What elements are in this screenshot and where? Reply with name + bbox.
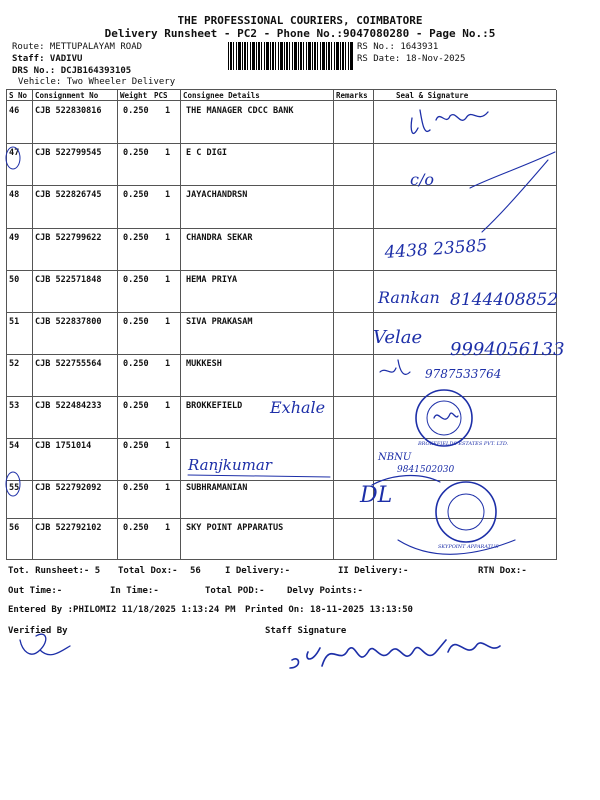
- row-consignee: BROKKEFIELD: [186, 401, 243, 411]
- row-pcs: 1: [165, 401, 171, 411]
- note-row54-right: NBNU: [378, 452, 412, 463]
- row-consignment-no: CJB 522792092: [35, 483, 102, 493]
- staff-signature: [290, 640, 500, 668]
- row-sno: 54: [9, 441, 20, 451]
- note-row53: Exhale: [270, 398, 326, 417]
- row-consignment-no: CJB 522837800: [35, 317, 102, 327]
- row-sno: 55: [9, 483, 20, 493]
- drs-label: DRS No.: DCJB164393105: [12, 66, 132, 76]
- delvy-points-label: Delvy Points:-: [287, 586, 363, 596]
- row-weight: 0.250: [123, 106, 149, 116]
- row-weight: 0.250: [123, 359, 149, 369]
- total-pod-label: Total POD:-: [205, 586, 265, 596]
- note-row47: c/o: [410, 170, 434, 189]
- long-stroke-row47: [470, 152, 555, 232]
- total-dox-value: 56: [190, 566, 201, 576]
- circle-row47: [6, 147, 20, 169]
- col-header-weight: Weight: [120, 91, 148, 100]
- name-row51: Velae: [373, 327, 423, 348]
- stamp-skypoint: [436, 482, 496, 542]
- stamp2-text: SKYPOINT APPARATUS: [438, 544, 499, 550]
- col-header-consignment: Consignment No: [35, 91, 99, 100]
- phone-row54: 9841502030: [397, 465, 455, 475]
- row-sno: 49: [9, 233, 20, 243]
- row-weight: 0.250: [123, 275, 149, 285]
- row-consignee: THE MANAGER CDCC BANK: [186, 106, 294, 116]
- verified-by-signature: [20, 634, 70, 655]
- row-consignment-no: CJB 1751014: [35, 441, 92, 451]
- row-consignee: E C DIGI: [186, 148, 227, 158]
- row-pcs: 1: [165, 441, 171, 451]
- col-header-seal-signature: Seal & Signature: [396, 91, 469, 100]
- row-consignment-no: CJB 522799622: [35, 233, 102, 243]
- row-pcs: 1: [165, 233, 171, 243]
- row-consignment-no: CJB 522792102: [35, 523, 102, 533]
- row-consignee: SUBHRAMANIAN: [186, 483, 248, 493]
- row-pcs: 1: [165, 190, 171, 200]
- entered-by: Entered By :PHILOMI2 11/18/2025 1:13:24 PM: [8, 605, 236, 615]
- row-weight: 0.250: [123, 233, 149, 243]
- row-sno: 52: [9, 359, 20, 369]
- row-weight: 0.250: [123, 148, 149, 158]
- runsheet-subtitle: Delivery Runsheet - PC2 - Phone No.:9047080280 - Page No.:5: [104, 27, 496, 40]
- row-consignment-no: CJB 522830816: [35, 106, 102, 116]
- row-pcs: 1: [165, 359, 171, 369]
- note-row54: Ranjkumar: [188, 456, 272, 474]
- row-sno: 46: [9, 106, 20, 116]
- col-header-consignee: Consignee Details: [183, 91, 260, 100]
- row-consignee: CHANDRA SEKAR: [186, 233, 253, 243]
- printed-on: Printed On: 18-11-2025 13:13:50: [245, 605, 413, 615]
- circle-row55: [6, 472, 20, 496]
- row-weight: 0.250: [123, 483, 149, 493]
- staff-label: Staff: VADIVU: [12, 54, 83, 64]
- row-consignee: SKY POINT APPARATUS: [186, 523, 284, 533]
- rs-date: RS Date: 18-Nov-2025: [357, 54, 466, 64]
- row-weight: 0.250: [123, 523, 149, 533]
- row-sno: 51: [9, 317, 20, 327]
- phone-row52: 9787533764: [425, 367, 502, 381]
- row-pcs: 1: [165, 275, 171, 285]
- row-sno: 56: [9, 523, 20, 533]
- phone-row51: 9994056133: [450, 339, 565, 360]
- row-sno: 50: [9, 275, 20, 285]
- row-weight: 0.250: [123, 441, 149, 451]
- verified-by-label: Verified By: [8, 626, 68, 636]
- note-row49: 4438 23585: [383, 235, 488, 263]
- row-pcs: 1: [165, 106, 171, 116]
- rs-number: RS No.: 1643931: [357, 42, 439, 52]
- out-time-label: Out Time:-: [8, 586, 63, 596]
- row-sno: 47: [9, 148, 20, 158]
- row-pcs: 1: [165, 148, 171, 158]
- row-weight: 0.250: [123, 401, 149, 411]
- row-consignment-no: CJB 522571848: [35, 275, 102, 285]
- row-consignment-no: CJB 522755564: [35, 359, 102, 369]
- staff-signature-label: Staff Signature: [265, 626, 347, 636]
- in-time-label: In Time:-: [110, 586, 159, 596]
- row-sno: 53: [9, 401, 20, 411]
- phone-row50: 8144408852: [450, 290, 559, 310]
- name-row50: Rankan: [378, 288, 440, 307]
- row-sno: 48: [9, 190, 20, 200]
- row-weight: 0.250: [123, 190, 149, 200]
- signature-row46: [411, 110, 488, 133]
- total-dox-label: Total Dox:-: [118, 566, 178, 576]
- row-consignee: JAYACHANDRSN: [186, 190, 248, 200]
- row-consignment-no: CJB 522484233: [35, 401, 102, 411]
- stamp1-text: BROKEFIELDS ESTATES PVT. LTD.: [418, 441, 509, 447]
- row-pcs: 1: [165, 317, 171, 327]
- col-header-sno: S No: [9, 91, 28, 100]
- row-consignee: MUKKESH: [186, 359, 222, 369]
- stamp-brokefields: [416, 390, 472, 446]
- note-row55: DL: [360, 483, 393, 508]
- vehicle-label: Vehicle: Two Wheeler Delivery: [18, 77, 176, 87]
- row-consignment-no: CJB 522799545: [35, 148, 102, 158]
- row-pcs: 1: [165, 523, 171, 533]
- i-delivery-label: I Delivery:-: [225, 566, 291, 576]
- mark-row52: [380, 360, 410, 374]
- row-consignee: SIVA PRAKASAM: [186, 317, 253, 327]
- col-header-pcs: PCS: [154, 91, 168, 100]
- tot-runsheet-label: Tot. Runsheet:- 5: [8, 566, 101, 576]
- row-consignment-no: CJB 522826745: [35, 190, 102, 200]
- route-label: Route: METTUPALAYAM ROAD: [12, 42, 143, 52]
- col-header-remarks: Remarks: [336, 91, 368, 100]
- rtn-dox-label: RTN Dox:-: [478, 566, 527, 576]
- company-title: THE PROFESSIONAL COURIERS, COIMBATORE: [177, 14, 423, 27]
- row-pcs: 1: [165, 483, 171, 493]
- row-consignee: HEMA PRIYA: [186, 275, 238, 285]
- row-weight: 0.250: [123, 317, 149, 327]
- ii-delivery-label: II Delivery:-: [338, 566, 409, 576]
